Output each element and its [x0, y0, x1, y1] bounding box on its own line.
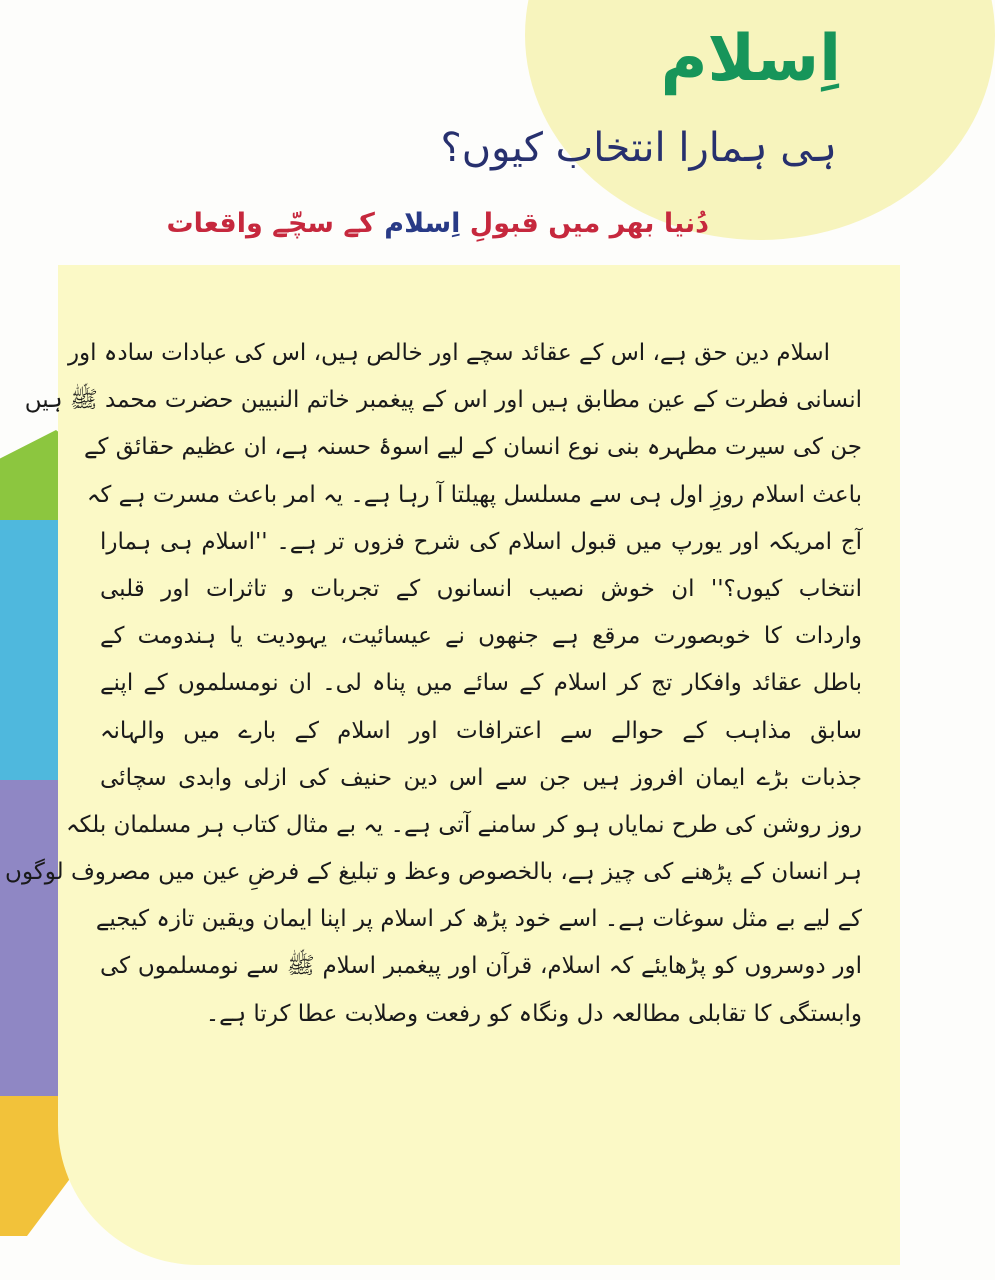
blurb-line: انتخاب کیوں؟'' ان خوش نصیب انسانوں کے تجربات و تاثرات اور قلبی [100, 575, 862, 602]
book-title-line2: ہی ہمارا انتخاب کیوں؟ [440, 125, 837, 171]
subtitle-part3: کے سچّے واقعات [166, 208, 385, 239]
subtitle-part2: اِسلام [384, 208, 461, 239]
book-subtitle [167, 208, 710, 239]
blurb-line: اور دوسروں کو پڑھایئے کہ اسلام، قرآن اور پیغمبر اسلام ﷺ سے نومسلموں کی [100, 953, 862, 980]
blurb-line: باطل عقائد وافکار تج کر اسلام کے سائے میں پناہ لی۔ ان نومسلموں کے اپنے [100, 670, 862, 697]
blurb-line: اسلام دین حق ہے، اس کے عقائد سچے اور خالص ہیں، اس کی عبادات سادہ اور [67, 340, 830, 366]
blurb-text [5, 330, 862, 1038]
blurb-line: جذبات بڑے ایمان افروز ہیں جن سے اس دین حنیف کی ازلی وابدی سچائی [100, 764, 862, 791]
blurb-line: آج امریکہ اور یورپ میں قبول اسلام کی شرح فزوں تر ہے۔ ''اسلام ہی ہمارا [100, 528, 862, 555]
blurb-line: واردات کا خوبصورت مرقع ہے جنھوں نے عیسائیت، یہودیت یا ہندومت کے [100, 623, 862, 650]
blurb-line: جن کی سیرت مطہرہ بنی نوع انسان کے لیے اسوۂ حسنہ ہے، ان عظیم حقائق کے [83, 434, 862, 461]
blurb-line: روز روشن کی طرح نمایاں ہو کر سامنے آتی ہے۔ یہ بے مثال کتاب ہر مسلمان بلکہ [66, 811, 862, 838]
blurb-line: کے لیے بے مثل سوغات ہے۔ اسے خود پڑھ کر اسلام پر اپنا ایمان ویقین تازہ کیجیے [95, 906, 862, 933]
blurb-line: باعث اسلام روزِ اول ہی سے مسلسل پھیلتا آ رہا ہے۔ یہ امر باعث مسرت ہے کہ [86, 481, 862, 508]
blurb-line: ہر انسان کے پڑھنے کی چیز ہے، بالخصوص وعظ و تبلیغ کے فرضِ عین میں مصروف لوگوں [5, 859, 862, 886]
blurb-line: سابق مذاہب کے حوالے سے اعترافات اور اسلام کے بارے میں والہانہ [100, 717, 862, 744]
blurb-line: انسانی فطرت کے عین مطابق ہیں اور اس کے پیغمبر خاتم النبیین حضرت محمد ﷺ ہیں [24, 387, 862, 414]
book-title: اِسلام [660, 22, 841, 96]
subtitle-part1: دُنیا بھر میں قبولِ [460, 208, 709, 239]
blurb-line: وابستگی کا تقابلی مطالعہ دل ونگاہ کو رفعت وصلابت عطا کرتا ہے۔ [205, 1000, 862, 1027]
